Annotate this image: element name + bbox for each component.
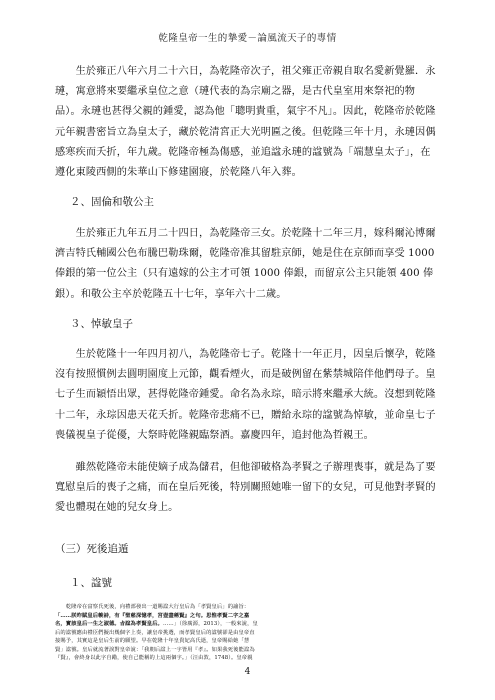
text-line: 濟吉特氏輔國公色布騰巴勒珠爾，乾隆帝准其留駐京師，她是住在京師而享受 1000 [55,248,435,260]
page-number: 4 [244,667,251,677]
paragraph-crown-prince [55,62,445,183]
text-line: 十二年，永琮因患天花夭折。乾隆帝悲痛不已，贈給永琮的諡號為悼敏，並命皇七子 [55,409,436,421]
text-line: 喪儀視皇子從優，大祭時乾隆親臨祭酒。嘉慶四年，追封他為哲親王。 [55,429,374,441]
text-line: 銀）。和敬公主卒於乾隆五十七年，享年六十二歲。 [55,288,287,300]
text-line: 元年親書密旨立為皇太子，藏於乾清宮正大光明匾之後。但乾隆三年十月，永璉因偶 [55,126,436,138]
quoted-edict-line: 「……朕昨賦皇后輓詩，有『聖慈深憶孝，宮壺盡稱賢』之句。思惟孝賢二字之嘉 [55,612,250,619]
heading-prince-daomin: ３、悼敏皇子 [70,318,133,330]
text-line: 寬慰皇后的喪子之痛，而在皇后死後，特別關照她唯一留下的女兒，可見他對孝賢的 [55,482,436,494]
text-line: 賢」諡號。皇后就流著淚對皇帝說：「我朝后諡上一字皆用『孝』。如果我死後能諡為 [55,646,255,653]
text-line: 后的諡號應由禮臣們擬出幾個字上奏，讓皇帝挑選，而孝賢皇后的諡號卻是由皇帝直 [55,629,255,636]
paragraph-posthumous-name-body [55,603,445,663]
text-line: 遵化東陵西側的朱華山下修建園寢，於乾隆八年入葬。 [55,167,302,179]
paragraph-prince-daomin [55,345,445,446]
text-line: 生於雍正八年六月二十六日，為乾隆帝次子，祖父雍正帝親自取名愛新覺羅．永 [55,66,436,77]
text-line: 沒有按照慣例去圓明園度上元節，觀看煙火，而是破例留在紫禁城陪伴他們母子。皇 [55,369,436,381]
text-line: 雖然乾隆帝未能使嫡子成為儲君，但他卻破格為孝賢之子辦理喪事，就是為了要 [55,462,436,473]
running-header: 乾隆皇帝一生的摯愛－論風流天子的專情 [158,33,337,44]
text-line: 品）。永璉也甚得父親的鍾愛，認為他「聰明貴重，氣宇不凡」。因此，乾隆帝於乾隆 [55,106,436,118]
text-line: 璉，寓意將來要繼承皇位之意（璉代表的為宗廟之器，是古代皇室用來祭祀的物 [55,86,416,98]
text-line: 『賢』，會終身以此字自勵，使自己能稱的上這兩個字。」（汪由敦，1748）。皇帝親 [55,655,253,662]
subheading-posthumous-name: １、諡號 [70,577,112,589]
quoted-edict-fragment: 名，實該皇后一生之淑德。㫖諡為孝賢皇后。 [55,621,163,628]
section-heading-posthumous: （三）死後追遁 [55,543,129,555]
text-line: 生於乾隆十一年四月初八，為乾隆帝七子。乾隆十一年正月，因皇后懷孕，乾隆 [55,349,436,360]
text-line [55,620,445,629]
text-line: 俸銀的第一位公主（只有遠嫁的公主才可領 1000 俸銀，而留京公主只能領 400 俸 [55,268,434,280]
text-line: 感寒疾而夭折，年九歲。乾隆帝極為傷感，並追諡永璉的諡號為「端慧皇太子」，在 [55,146,431,158]
text-line: 乾隆帝在富察氏死後，向禮部發出一道賜諡大行皇后為「孝賢皇后」的諭旨： [55,604,250,610]
text-line: 接賜予，其實這是皇后生前的願望。早在乾隆十年皇貴妃高氏逝，皇帝賜給她「慧 [55,638,250,645]
text-line: 七子生而穎悟出眾，甚得乾隆帝鍾愛。命名為永琮，暗示將來繼承大統。沒想到乾隆 [55,389,436,401]
paragraph-princess-hejing [55,224,445,305]
text-fragment: ……」（徐廣源，2013），一般來說，皇 [162,621,258,628]
heading-princess-hejing: ２、固倫和敬公主 [70,196,154,208]
text-line: 愛也體現在她的兒女身上。 [55,502,179,514]
text-line: 生於雍正九年五月二十四日，為乾隆帝三女。於乾隆十二年三月，嫁科爾沁博爾 [55,228,436,239]
paragraph-summary [55,458,445,519]
